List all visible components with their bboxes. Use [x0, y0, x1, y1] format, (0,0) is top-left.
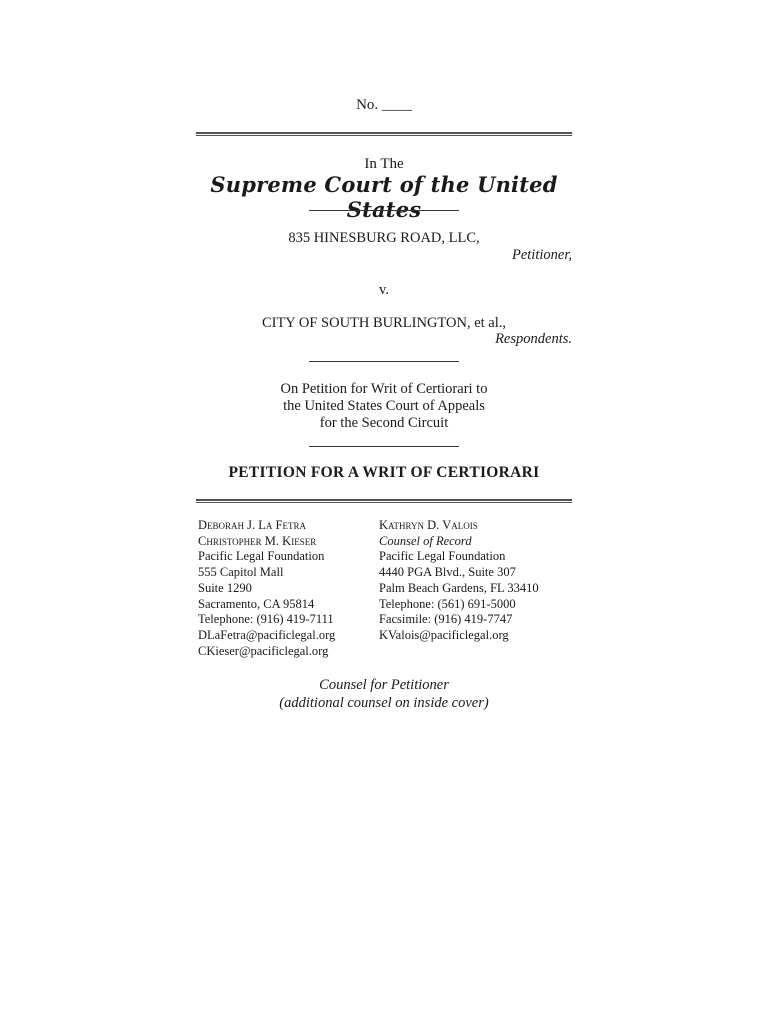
petitioner-role: Petitioner,: [511, 247, 572, 263]
additional-counsel-note: (additional counsel on inside cover): [279, 695, 489, 711]
counsel-organization: Pacific Legal Foundation: [198, 549, 325, 564]
document-title: PETITION FOR A WRIT OF CERTIORARI: [228, 464, 540, 481]
cover-page: [196, 0, 572, 1024]
top-double-rule: [196, 132, 572, 136]
lower-court-line: for the Second Circuit: [319, 415, 449, 431]
divider-rule: [309, 361, 459, 362]
counsel-block-left: [198, 518, 335, 659]
counsel-email: DLaFetra@pacificlegal.org: [198, 627, 336, 642]
counsel-address: Suite 1290: [198, 580, 252, 595]
counsel-email: CKieser@pacificlegal.org: [198, 643, 329, 658]
counsel-name: Christopher M. Kieser: [198, 533, 317, 548]
counsel-address: Sacramento, CA 95814: [198, 596, 315, 611]
court-intro: In The: [364, 156, 404, 172]
divider-rule: [309, 446, 459, 447]
counsel-address: 4440 PGA Blvd., Suite 307: [379, 565, 516, 580]
counsel-address: 555 Capitol Mall: [198, 565, 284, 580]
counsel-of-record: Counsel of Record: [379, 533, 472, 548]
bottom-double-rule: [196, 499, 572, 503]
counsel-block-right: [379, 518, 539, 644]
counsel-email: KValois@pacificlegal.org: [379, 627, 509, 642]
petitioner-name: 835 HINESBURG ROAD, LLC,: [288, 230, 480, 246]
counsel-name: Deborah J. La Fetra: [198, 518, 306, 532]
lower-court-line: the United States Court of Appeals: [283, 398, 485, 414]
counsel-telephone: Telephone: (916) 419-7111: [198, 612, 334, 627]
counsel-telephone: Telephone: (561) 691-5000: [379, 596, 516, 611]
counsel-for-caption: [196, 676, 572, 712]
versus: v.: [379, 282, 389, 298]
docket-number: No. ____: [356, 97, 412, 113]
respondent-role: Respondents.: [495, 331, 572, 347]
counsel-address: Palm Beach Gardens, FL 33410: [379, 580, 539, 595]
counsel-organization: Pacific Legal Foundation: [379, 549, 506, 564]
counsel-facsimile: Facsimile: (916) 419-7747: [379, 612, 513, 627]
divider-rule: [309, 210, 459, 211]
respondent-name: CITY OF SOUTH BURLINGTON, et al.,: [261, 315, 507, 331]
lower-court-line: On Petition for Writ of Certiorari to: [280, 381, 488, 397]
counsel-name: Kathryn D. Valois: [379, 518, 478, 532]
counsel-for-petitioner: Counsel for Petitioner: [319, 677, 449, 693]
lower-court-caption: [196, 381, 572, 432]
court-name: Supreme Court of the United States: [210, 172, 558, 222]
